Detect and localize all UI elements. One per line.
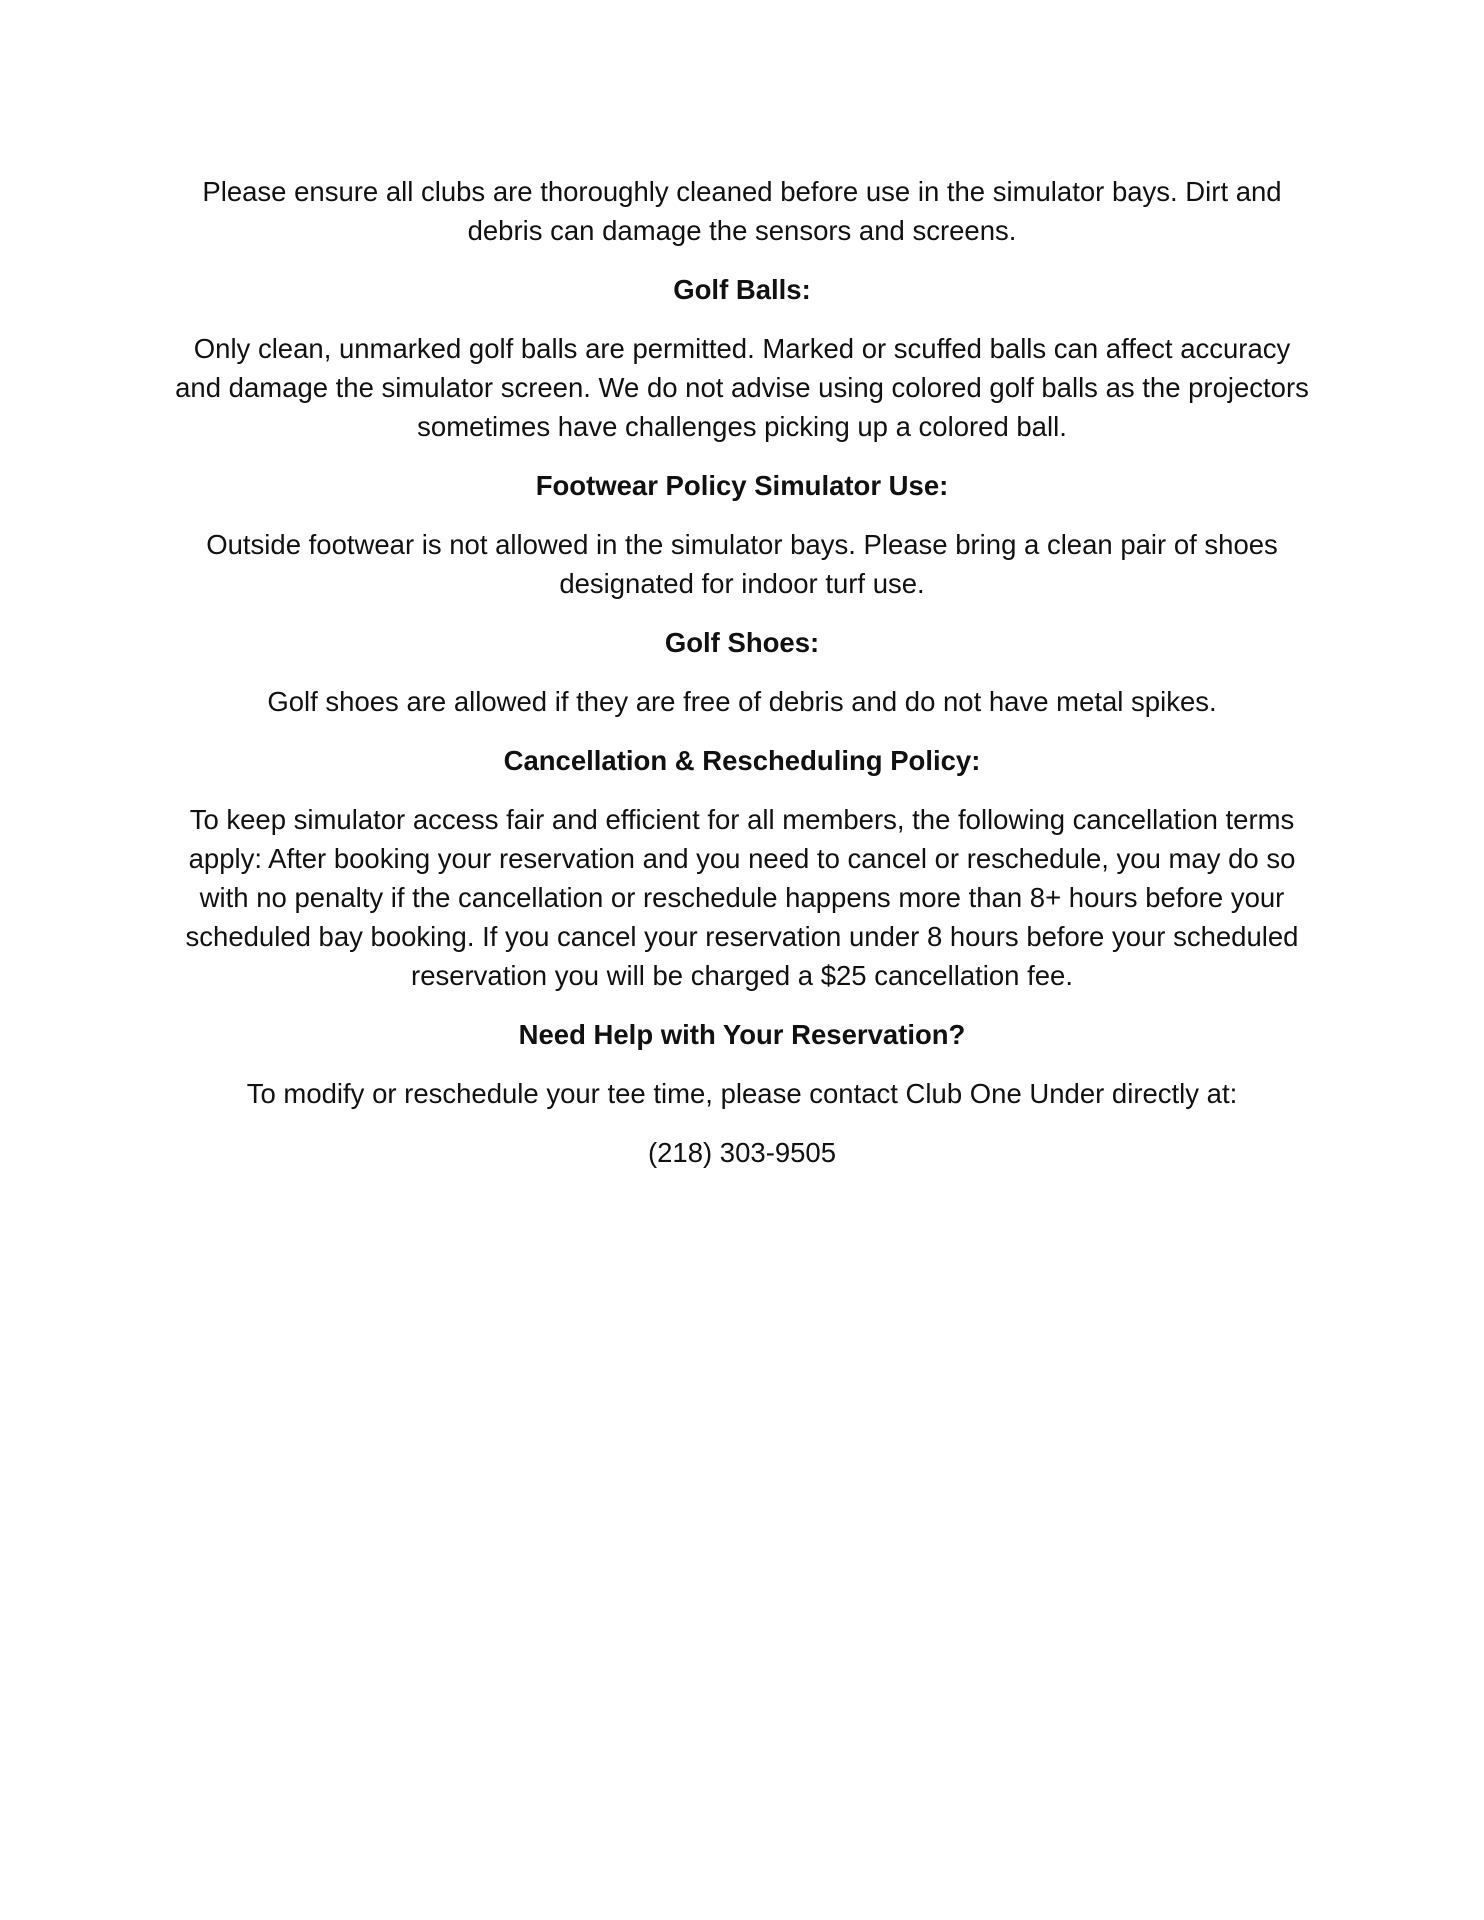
reservation-help-paragraph: To modify or reschedule your tee time, please contact Club One Under directly at: [246,1078,1238,1109]
footwear-policy-heading: Footwear Policy Simulator Use: [535,470,949,501]
golf-balls-heading: Golf Balls: [673,274,811,305]
golf-shoes-heading: Golf Shoes: [664,627,820,658]
contact-phone-number: (218) 303-9505 [647,1137,837,1168]
policy-content [150,172,1334,1192]
club-cleaning-paragraph: Please ensure all clubs are thoroughly cleaned before use in the simulator bays. Dirt and debris can damage the sensors and screens. [202,176,1282,246]
golf-shoes-paragraph: Golf shoes are allowed if they are free of debris and do not have metal spikes. [267,686,1217,717]
reservation-help-heading: Need Help with Your Reservation? [518,1019,966,1050]
footwear-policy-paragraph: Outside footwear is not allowed in the simulator bays. Please bring a clean pair of shoes designated for indoor turf use. [206,529,1278,599]
cancellation-policy-heading: Cancellation & Rescheduling Policy: [503,745,981,776]
cancellation-policy-paragraph: To keep simulator access fair and efficient for all members, the following cancellation terms apply: After booking your reservation and you need to cancel or reschedule, you may do so with no penalty if the cancellation or reschedule happens more than 8+ hours before your scheduled bay booking. If you cancel your reservation under 8 hours before your scheduled reservation you will be charged a $25 cancellation fee. [185,804,1299,991]
golf-balls-paragraph: Only clean, unmarked golf balls are permitted. Marked or scuffed balls can affect accuracy and damage the simulator screen. We do not advise using colored golf balls as the projectors sometimes have challenges picking up a colored ball. [175,333,1309,442]
